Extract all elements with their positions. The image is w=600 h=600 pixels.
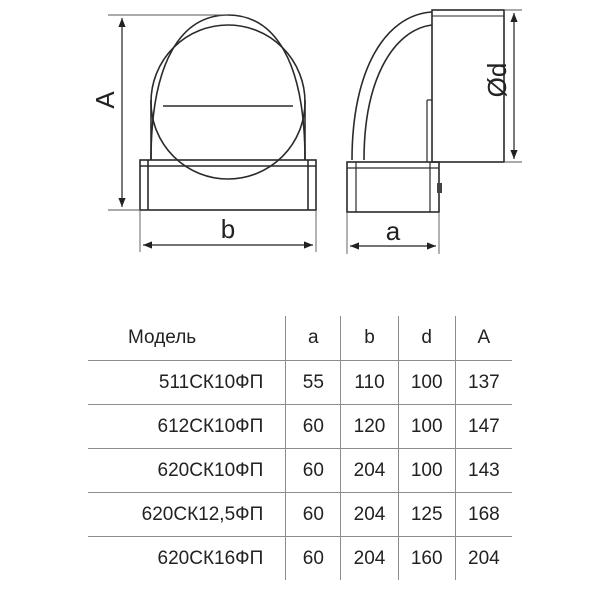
cell-b: 204 <box>341 493 398 537</box>
dim-label-A: A <box>90 91 120 109</box>
front-view <box>140 15 316 210</box>
cell-model: 620СК16ФП <box>157 547 264 569</box>
dimension-a <box>347 212 439 254</box>
cell-a: 55 <box>286 361 341 405</box>
cell-b: 120 <box>341 405 398 449</box>
cell-a: 60 <box>286 405 341 449</box>
header-A: A <box>455 316 512 361</box>
table-row <box>88 405 512 449</box>
front-outer-ring <box>151 15 305 160</box>
cell-A: 137 <box>455 361 512 405</box>
cell-A: 143 <box>455 449 512 493</box>
cell-b: 204 <box>341 537 398 581</box>
cell-d: 160 <box>398 537 455 581</box>
cell-b: 204 <box>341 449 398 493</box>
cell-a: 60 <box>286 493 341 537</box>
dim-label-d: Ød <box>482 62 512 98</box>
cell-a: 60 <box>286 449 341 493</box>
cell-d: 100 <box>398 449 455 493</box>
cell-d: 100 <box>398 361 455 405</box>
spec-table <box>88 316 512 580</box>
cell-d: 100 <box>398 405 455 449</box>
dimension-d <box>482 10 522 162</box>
cell-b: 110 <box>341 361 398 405</box>
cell-d: 125 <box>398 493 455 537</box>
cell-A: 168 <box>455 493 512 537</box>
dim-label-a: a <box>385 216 401 246</box>
header-model: Модель <box>88 316 286 361</box>
cell-A: 204 <box>455 537 512 581</box>
header-a: a <box>286 316 341 361</box>
front-inner-circle <box>151 25 305 179</box>
dim-label-b: b <box>220 214 236 244</box>
table-row <box>88 537 512 581</box>
front-rect-spigot <box>140 160 316 210</box>
table-row <box>88 361 512 405</box>
cell-a: 60 <box>286 537 341 581</box>
cell-A: 147 <box>455 405 512 449</box>
table-header-row <box>88 316 512 361</box>
table-row <box>88 449 512 493</box>
table-row <box>88 493 512 537</box>
cell-model: 620СК12,5ФП <box>88 493 286 537</box>
cell-model: 620СК10ФП <box>88 449 286 493</box>
cell-model: 612СК10ФП <box>88 405 286 449</box>
cell-model: 511СК10ФП <box>88 361 286 405</box>
dimension-b <box>140 210 316 252</box>
side-rect-spigot <box>347 162 439 212</box>
header-d: d <box>398 316 455 361</box>
side-inner-bend <box>364 25 432 160</box>
dimension-A <box>90 15 228 210</box>
header-b: b <box>341 316 398 361</box>
side-view <box>347 10 504 212</box>
